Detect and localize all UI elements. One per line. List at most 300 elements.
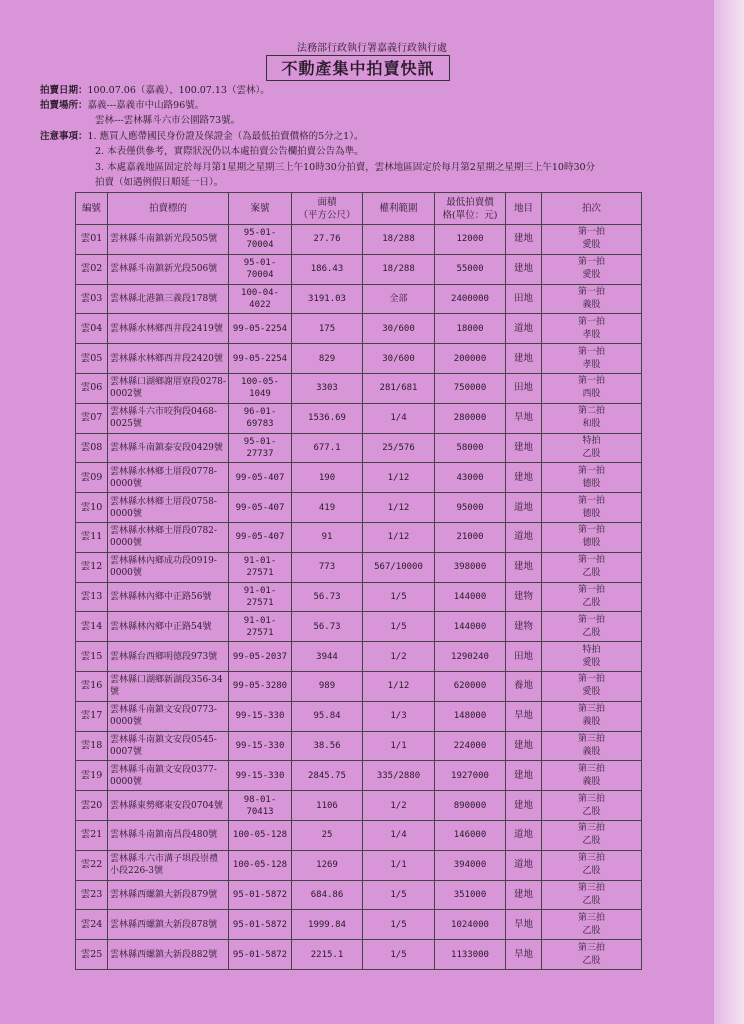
- cell-session: [542, 225, 642, 255]
- cell-use: 建地: [506, 552, 542, 582]
- notes-label: 注意事項：: [40, 131, 88, 142]
- cell-use: 田地: [506, 642, 542, 672]
- note-3: 3. 本處嘉義地區固定於每月第1星期之星期三上午10時30分拍賣，雲林地區固定於每月第2星期之星期三上午10時30分: [95, 162, 596, 173]
- cell-no: 雲07: [76, 403, 108, 433]
- cell-area: 56.73: [292, 612, 363, 642]
- cell-session: [542, 314, 642, 344]
- cell-case: 100-05-128: [229, 850, 292, 880]
- cell-rights: 1/5: [363, 940, 435, 970]
- note-2: 2. 本表僅供參考，實際狀況仍以本處拍賣公告欄拍賣公告為準。: [95, 146, 364, 157]
- cell-rights: 1/5: [363, 910, 435, 940]
- cell-rights: 335/2880: [363, 761, 435, 791]
- cell-target: 雲林縣口湖鄉新湖段356-34號: [108, 671, 229, 701]
- table-row: [76, 433, 642, 463]
- session-batch: 義股: [582, 299, 601, 310]
- cell-case: 100-04-4022: [229, 284, 292, 314]
- auction-places: [40, 99, 204, 113]
- table-row: [76, 791, 642, 821]
- cell-session: [542, 940, 642, 970]
- cell-case: 91-01-27571: [229, 612, 292, 642]
- cell-area: 91: [292, 522, 363, 552]
- cell-use: 道地: [506, 820, 542, 850]
- session-batch: 義股: [582, 776, 601, 787]
- session-round: 第一拍: [577, 465, 605, 476]
- cell-session: [542, 463, 642, 493]
- cell-no: 雲24: [76, 910, 108, 940]
- cell-session: [542, 552, 642, 582]
- session-round: 第一拍: [577, 286, 605, 297]
- cell-use: 旱地: [506, 940, 542, 970]
- cell-use: 道地: [506, 522, 542, 552]
- cell-use: 道地: [506, 850, 542, 880]
- cell-no: 雲11: [76, 522, 108, 552]
- cell-price: 144000: [435, 612, 506, 642]
- session-round: 第三拍: [577, 763, 605, 774]
- cell-target: 雲林縣斗南鎮文安段0377-0000號: [108, 761, 229, 791]
- cell-session: [542, 910, 642, 940]
- cell-area: 1999.84: [292, 910, 363, 940]
- cell-price: 21000: [435, 522, 506, 552]
- header-area-label: 面積: [317, 196, 337, 208]
- session-batch: 乙股: [582, 955, 601, 966]
- cell-session: [542, 731, 642, 761]
- session-round: 第一拍: [577, 584, 605, 595]
- session-batch: 西股: [582, 389, 601, 400]
- session-batch: 乙股: [582, 448, 601, 459]
- cell-case: 99-05-2037: [229, 642, 292, 672]
- cell-rights: 1/1: [363, 850, 435, 880]
- cell-area: 677.1: [292, 433, 363, 463]
- cell-case: 99-05-3280: [229, 671, 292, 701]
- cell-area: 2215.1: [292, 940, 363, 970]
- cell-rights: 1/2: [363, 642, 435, 672]
- note-1: 1. 應買人應帶國民身份證及保證金（為最低拍賣價格的5分之1）。: [87, 131, 364, 142]
- table-body: [76, 225, 642, 970]
- auction-dates: [40, 84, 270, 98]
- cell-rights: 25/576: [363, 433, 435, 463]
- agency-name: 法務部行政執行署嘉義行政執行處: [297, 43, 447, 54]
- session-round: 第一拍: [577, 674, 605, 685]
- cell-price: 280000: [435, 403, 506, 433]
- table-row: [76, 761, 642, 791]
- cell-area: 829: [292, 344, 363, 374]
- header-session: 拍次: [542, 193, 642, 225]
- header-area: [292, 193, 363, 225]
- cell-case: 100-05-128: [229, 820, 292, 850]
- cell-no: 雲05: [76, 344, 108, 374]
- cell-use: 建地: [506, 254, 542, 284]
- cell-rights: 1/12: [363, 671, 435, 701]
- header-area-unit: （平方公尺）: [298, 209, 356, 221]
- session-batch: 乙股: [582, 806, 601, 817]
- session-batch: 愛股: [582, 687, 601, 698]
- cell-area: 56.73: [292, 582, 363, 612]
- cell-use: 田地: [506, 373, 542, 403]
- cell-no: 雲14: [76, 612, 108, 642]
- cell-case: 100-05-1049: [229, 373, 292, 403]
- auction-place-chiayi: 嘉義---嘉義市中山路96號。: [87, 100, 205, 111]
- cell-target: 雲林縣斗六市咬狗段0468-0025號: [108, 403, 229, 433]
- cell-target: 雲林縣林內鄉中正路54號: [108, 612, 229, 642]
- cell-target: 雲林縣東勢鄉東安段0704號: [108, 791, 229, 821]
- cell-case: 91-01-27571: [229, 552, 292, 582]
- cell-price: 1024000: [435, 910, 506, 940]
- cell-session: [542, 642, 642, 672]
- cell-price: 58000: [435, 433, 506, 463]
- cell-target: 雲林縣口湖鄉謝厝寮段0278-0002號: [108, 373, 229, 403]
- header-rights: 權利範圍: [363, 193, 435, 225]
- cell-session: [542, 582, 642, 612]
- cell-area: 1269: [292, 850, 363, 880]
- cell-case: 96-01-69783: [229, 403, 292, 433]
- cell-use: 建地: [506, 880, 542, 910]
- cell-rights: 1/2: [363, 791, 435, 821]
- cell-use: 建地: [506, 761, 542, 791]
- session-batch: 乙股: [582, 866, 601, 877]
- cell-use: 旱地: [506, 403, 542, 433]
- table-row: [76, 642, 642, 672]
- cell-target: 雲林縣林內鄉中正路56號: [108, 582, 229, 612]
- cell-rights: 1/3: [363, 701, 435, 731]
- cell-rights: 1/5: [363, 612, 435, 642]
- cell-use: 建地: [506, 344, 542, 374]
- cell-rights: 1/5: [363, 880, 435, 910]
- table-row: [76, 820, 642, 850]
- table-row: [76, 344, 642, 374]
- table-row: [76, 731, 642, 761]
- cell-price: 394000: [435, 850, 506, 880]
- table-row: [76, 522, 642, 552]
- cell-session: [542, 761, 642, 791]
- cell-target: 雲林縣水林鄉土厝段0758-0000號: [108, 493, 229, 523]
- session-round: 第三拍: [577, 793, 605, 804]
- cell-price: 18000: [435, 314, 506, 344]
- cell-price: 1290240: [435, 642, 506, 672]
- cell-use: 道地: [506, 493, 542, 523]
- cell-target: 雲林縣斗南鎮泰安段0429號: [108, 433, 229, 463]
- cell-rights: 1/4: [363, 820, 435, 850]
- session-round: 第一拍: [577, 316, 605, 327]
- table-row: [76, 284, 642, 314]
- table-row: [76, 701, 642, 731]
- cell-area: 419: [292, 493, 363, 523]
- cell-area: 1536.69: [292, 403, 363, 433]
- header-price-unit: 格(單位：元): [442, 209, 498, 221]
- cell-price: 43000: [435, 463, 506, 493]
- cell-area: 3303: [292, 373, 363, 403]
- cell-rights: 30/600: [363, 344, 435, 374]
- cell-target: 雲林縣水林鄉土厝段0782-0000號: [108, 522, 229, 552]
- cell-no: 雲16: [76, 671, 108, 701]
- cell-no: 雲23: [76, 880, 108, 910]
- cell-price: 95000: [435, 493, 506, 523]
- table-row: [76, 373, 642, 403]
- cell-price: 2400000: [435, 284, 506, 314]
- cell-price: 144000: [435, 582, 506, 612]
- cell-area: 27.76: [292, 225, 363, 255]
- auction-table: [75, 192, 642, 970]
- cell-rights: 1/12: [363, 463, 435, 493]
- cell-target: 雲林縣水林鄉西井段2419號: [108, 314, 229, 344]
- table-row: [76, 463, 642, 493]
- session-round: 特拍: [582, 644, 601, 655]
- cell-price: 200000: [435, 344, 506, 374]
- cell-area: 2845.75: [292, 761, 363, 791]
- cell-price: 398000: [435, 552, 506, 582]
- session-batch: 乙股: [582, 627, 601, 638]
- cell-price: 148000: [435, 701, 506, 731]
- cell-price: 890000: [435, 791, 506, 821]
- cell-no: 雲22: [76, 850, 108, 880]
- session-batch: 義股: [582, 746, 601, 757]
- cell-rights: 567/10000: [363, 552, 435, 582]
- session-round: 特拍: [582, 435, 601, 446]
- cell-target: 雲林縣北港鎮三義段178號: [108, 284, 229, 314]
- cell-case: 98-01-70413: [229, 791, 292, 821]
- cell-use: 旱地: [506, 701, 542, 731]
- table-row: [76, 850, 642, 880]
- cell-case: 99-05-407: [229, 463, 292, 493]
- cell-target: 雲林縣斗南鎮文安段0773-0000號: [108, 701, 229, 731]
- cell-price: 12000: [435, 225, 506, 255]
- session-batch: 愛股: [582, 270, 601, 281]
- cell-price: 351000: [435, 880, 506, 910]
- cell-no: 雲12: [76, 552, 108, 582]
- cell-session: [542, 522, 642, 552]
- cell-case: 95-01-70004: [229, 254, 292, 284]
- cell-rights: 全部: [363, 284, 435, 314]
- cell-no: 雲17: [76, 701, 108, 731]
- cell-session: [542, 701, 642, 731]
- cell-use: 道地: [506, 314, 542, 344]
- table-row: [76, 254, 642, 284]
- cell-no: 雲25: [76, 940, 108, 970]
- cell-no: 雲01: [76, 225, 108, 255]
- cell-no: 雲13: [76, 582, 108, 612]
- cell-area: 175: [292, 314, 363, 344]
- session-round: 第一拍: [577, 346, 605, 357]
- header-price: [435, 193, 506, 225]
- auction-places-label: 拍賣場所：: [40, 100, 88, 111]
- cell-area: 38.56: [292, 731, 363, 761]
- cell-no: 雲15: [76, 642, 108, 672]
- cell-no: 雲18: [76, 731, 108, 761]
- table-row: [76, 493, 642, 523]
- session-batch: 德股: [582, 508, 601, 519]
- header-price-label: 最低拍賣價: [446, 196, 494, 208]
- cell-target: 雲林縣台西鄉明德段973號: [108, 642, 229, 672]
- table-row: [76, 403, 642, 433]
- cell-price: 620000: [435, 671, 506, 701]
- cell-session: [542, 254, 642, 284]
- session-round: 第三拍: [577, 704, 605, 715]
- session-batch: 愛股: [582, 657, 601, 668]
- cell-case: 99-05-2254: [229, 344, 292, 374]
- session-batch: 德股: [582, 478, 601, 489]
- session-round: 第一拍: [577, 376, 605, 387]
- cell-session: [542, 820, 642, 850]
- auction-dates-value: 100.07.06（嘉義）、100.07.13（雲林）。: [87, 85, 270, 96]
- header-case: 案號: [229, 193, 292, 225]
- cell-session: [542, 433, 642, 463]
- cell-use: 建地: [506, 463, 542, 493]
- cell-case: 91-01-27571: [229, 582, 292, 612]
- cell-use: 旱地: [506, 910, 542, 940]
- paper-edge: [714, 0, 744, 1024]
- cell-no: 雲08: [76, 433, 108, 463]
- cell-session: [542, 612, 642, 642]
- cell-no: 雲21: [76, 820, 108, 850]
- cell-target: 雲林縣斗南鎮新光段506號: [108, 254, 229, 284]
- cell-case: 99-05-407: [229, 522, 292, 552]
- header-target: 拍賣標的: [108, 193, 229, 225]
- cell-session: [542, 493, 642, 523]
- cell-session: [542, 671, 642, 701]
- cell-target: 雲林縣水林鄉西井段2420號: [108, 344, 229, 374]
- table-row: [76, 940, 642, 970]
- cell-area: 3191.03: [292, 284, 363, 314]
- cell-case: 99-05-407: [229, 493, 292, 523]
- session-batch: 和股: [582, 419, 601, 430]
- cell-case: 95-01-70004: [229, 225, 292, 255]
- cell-price: 1133000: [435, 940, 506, 970]
- cell-case: 99-15-330: [229, 701, 292, 731]
- cell-target: 雲林縣林內鄉成功段0919-0000號: [108, 552, 229, 582]
- header-no: 編號: [76, 193, 108, 225]
- session-round: 第三拍: [577, 882, 605, 893]
- cell-rights: 1/12: [363, 493, 435, 523]
- cell-area: 3944: [292, 642, 363, 672]
- session-batch: 乙股: [582, 925, 601, 936]
- cell-target: 雲林縣斗南鎮文安段0545-0007號: [108, 731, 229, 761]
- session-round: 第一拍: [577, 525, 605, 536]
- cell-use: 建地: [506, 731, 542, 761]
- cell-price: 224000: [435, 731, 506, 761]
- cell-session: [542, 791, 642, 821]
- session-batch: 乙股: [582, 597, 601, 608]
- cell-session: [542, 850, 642, 880]
- cell-area: 190: [292, 463, 363, 493]
- cell-use: 建地: [506, 225, 542, 255]
- cell-no: 雲20: [76, 791, 108, 821]
- cell-session: [542, 344, 642, 374]
- cell-no: 雲04: [76, 314, 108, 344]
- auction-dates-label: 拍賣日期：: [40, 85, 88, 96]
- cell-area: 186.43: [292, 254, 363, 284]
- cell-price: 1927000: [435, 761, 506, 791]
- cell-price: 146000: [435, 820, 506, 850]
- session-round: 第三拍: [577, 823, 605, 834]
- cell-use: 建物: [506, 582, 542, 612]
- cell-target: 雲林縣斗六市溝子埧段崇禮小段226-3號: [108, 850, 229, 880]
- session-batch: 德股: [582, 538, 601, 549]
- table-row: [76, 612, 642, 642]
- table-row: [76, 225, 642, 255]
- cell-area: 989: [292, 671, 363, 701]
- cell-no: 雲19: [76, 761, 108, 791]
- cell-case: 99-05-2254: [229, 314, 292, 344]
- table-header-row: [76, 193, 642, 225]
- session-batch: 乙股: [582, 895, 601, 906]
- session-round: 第三拍: [577, 853, 605, 864]
- table-row: [76, 671, 642, 701]
- table-row: [76, 582, 642, 612]
- cell-rights: 1/12: [363, 522, 435, 552]
- session-batch: 乙股: [582, 568, 601, 579]
- header-use: 地目: [506, 193, 542, 225]
- session-round: 第二拍: [577, 406, 605, 417]
- note-3-cont: 拍賣（如遇例假日順延一日）。: [95, 177, 224, 188]
- cell-case: 95-01-5872: [229, 880, 292, 910]
- cell-case: 95-01-5872: [229, 940, 292, 970]
- cell-session: [542, 284, 642, 314]
- cell-case: 99-15-330: [229, 731, 292, 761]
- cell-rights: 1/5: [363, 582, 435, 612]
- session-round: 第三拍: [577, 912, 605, 923]
- session-batch: 孝股: [582, 329, 601, 340]
- session-round: 第三拍: [577, 942, 605, 953]
- cell-no: 雲10: [76, 493, 108, 523]
- cell-no: 雲09: [76, 463, 108, 493]
- cell-no: 雲06: [76, 373, 108, 403]
- cell-case: 95-01-27737: [229, 433, 292, 463]
- cell-target: 雲林縣西螺鎮大新段878號: [108, 910, 229, 940]
- cell-case: 95-01-5872: [229, 910, 292, 940]
- cell-session: [542, 880, 642, 910]
- cell-area: 95.84: [292, 701, 363, 731]
- cell-rights: 281/681: [363, 373, 435, 403]
- cell-rights: 18/288: [363, 225, 435, 255]
- notes: [40, 130, 363, 144]
- cell-rights: 1/1: [363, 731, 435, 761]
- cell-price: 55000: [435, 254, 506, 284]
- session-batch: 孝股: [582, 359, 601, 370]
- session-round: 第一拍: [577, 227, 605, 238]
- cell-use: 建地: [506, 433, 542, 463]
- cell-target: 雲林縣西螺鎮大新段879號: [108, 880, 229, 910]
- session-round: 第一拍: [577, 555, 605, 566]
- cell-target: 雲林縣斗南鎮南昌段480號: [108, 820, 229, 850]
- cell-area: 773: [292, 552, 363, 582]
- cell-no: 雲03: [76, 284, 108, 314]
- page-title: 不動產集中拍賣快訊: [266, 55, 450, 81]
- cell-rights: 30/600: [363, 314, 435, 344]
- table-row: [76, 552, 642, 582]
- cell-target: 雲林縣西螺鎮大新段882號: [108, 940, 229, 970]
- cell-use: 田地: [506, 284, 542, 314]
- cell-target: 雲林縣斗南鎮新光段505號: [108, 225, 229, 255]
- cell-area: 684.86: [292, 880, 363, 910]
- table-row: [76, 910, 642, 940]
- cell-use: 養地: [506, 671, 542, 701]
- session-round: 第一拍: [577, 257, 605, 268]
- session-round: 第一拍: [577, 495, 605, 506]
- auction-place-yunlin: 雲林---雲林縣斗六市公園路73號。: [95, 115, 241, 126]
- cell-rights: 18/288: [363, 254, 435, 284]
- cell-rights: 1/4: [363, 403, 435, 433]
- cell-case: 99-15-330: [229, 761, 292, 791]
- cell-area: 25: [292, 820, 363, 850]
- cell-session: [542, 373, 642, 403]
- table-row: [76, 314, 642, 344]
- session-round: 第一拍: [577, 614, 605, 625]
- cell-session: [542, 403, 642, 433]
- cell-price: 750000: [435, 373, 506, 403]
- cell-no: 雲02: [76, 254, 108, 284]
- cell-use: 建物: [506, 612, 542, 642]
- session-round: 第三拍: [577, 733, 605, 744]
- cell-target: 雲林縣水林鄉土厝段0778-0000號: [108, 463, 229, 493]
